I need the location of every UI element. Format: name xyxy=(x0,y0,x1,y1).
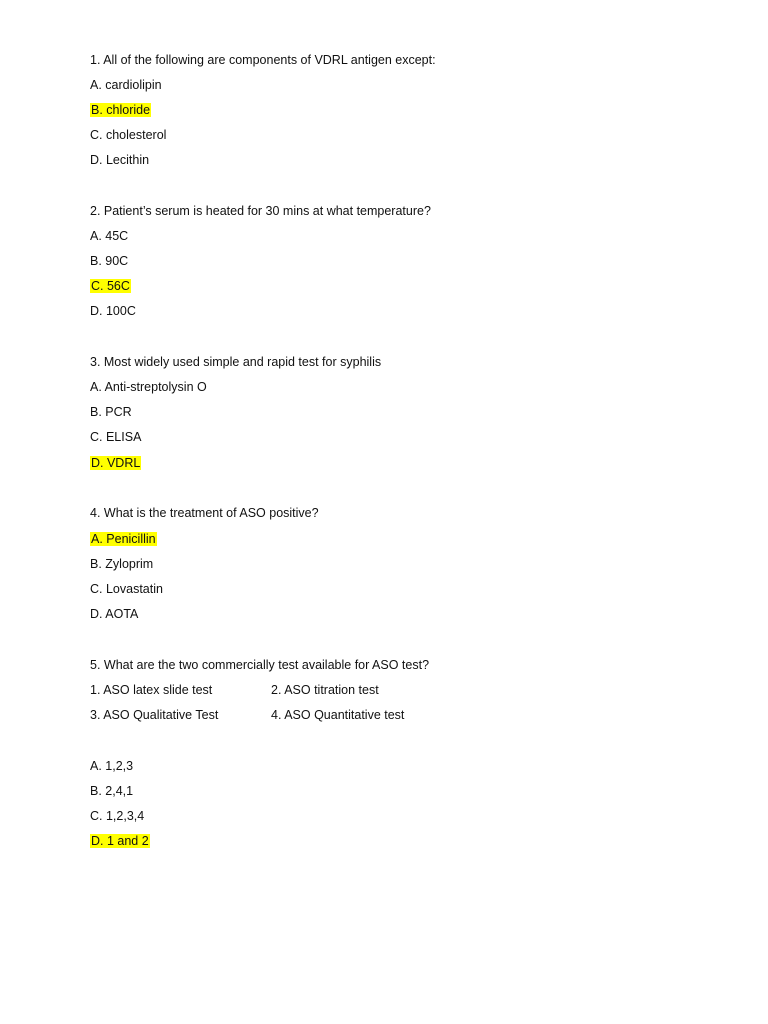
question-1-option-b xyxy=(90,101,151,119)
question-5-option-c: C. 1,2,3,4 xyxy=(90,809,145,823)
question-2-option-d: D. 100C xyxy=(90,304,136,318)
question-1-option-d: D. Lecithin xyxy=(90,153,150,167)
question-5-option-a: A. 1,2,3 xyxy=(90,759,134,773)
question-4-stem: 4. What is the treatment of ASO positive? xyxy=(90,506,319,520)
question-3-option-a: A. Anti-streptolysin O xyxy=(90,380,207,394)
question-3-option-b: B. PCR xyxy=(90,405,132,419)
answer-highlight: A. Penicillin xyxy=(91,532,156,546)
question-4-option-b: B. Zyloprim xyxy=(90,557,154,571)
question-5-choice-3: 3. ASO Qualitative Test xyxy=(90,708,219,722)
question-3-option-d xyxy=(90,454,141,472)
answer-highlight: D. 1 and 2 xyxy=(91,834,149,848)
question-5-choice-2: 2. ASO titration test xyxy=(271,683,379,697)
question-5-choice-4: 4. ASO Quantitative test xyxy=(271,708,405,722)
question-3-option-c: C. ELISA xyxy=(90,430,142,444)
question-2-option-c xyxy=(90,277,131,295)
question-2-stem: 2. Patient’s serum is heated for 30 mins at what temperature? xyxy=(90,204,431,218)
question-5-stem: 5. What are the two commercially test available for ASO test? xyxy=(90,658,430,672)
question-2-option-b: B. 90C xyxy=(90,254,129,268)
answer-highlight: C. 56C xyxy=(91,279,130,293)
question-3-stem: 3. Most widely used simple and rapid test for syphilis xyxy=(90,355,382,369)
question-5-option-d xyxy=(90,832,150,850)
question-1-option-c: C. cholesterol xyxy=(90,128,167,142)
question-1-stem: 1. All of the following are components of VDRL antigen except: xyxy=(90,53,436,67)
question-5-option-b: B. 2,4,1 xyxy=(90,784,134,798)
answer-highlight: B. chloride xyxy=(91,103,151,117)
question-2-option-a: A. 45C xyxy=(90,229,129,243)
answer-highlight: D. VDRL xyxy=(91,456,141,470)
question-4-option-d: D. AOTA xyxy=(90,607,139,621)
question-5-choice-1: 1. ASO latex slide test xyxy=(90,683,213,697)
question-4-option-a xyxy=(90,530,157,548)
question-1-option-a: A. cardiolipin xyxy=(90,78,162,92)
question-4-option-c: C. Lovastatin xyxy=(90,582,163,596)
